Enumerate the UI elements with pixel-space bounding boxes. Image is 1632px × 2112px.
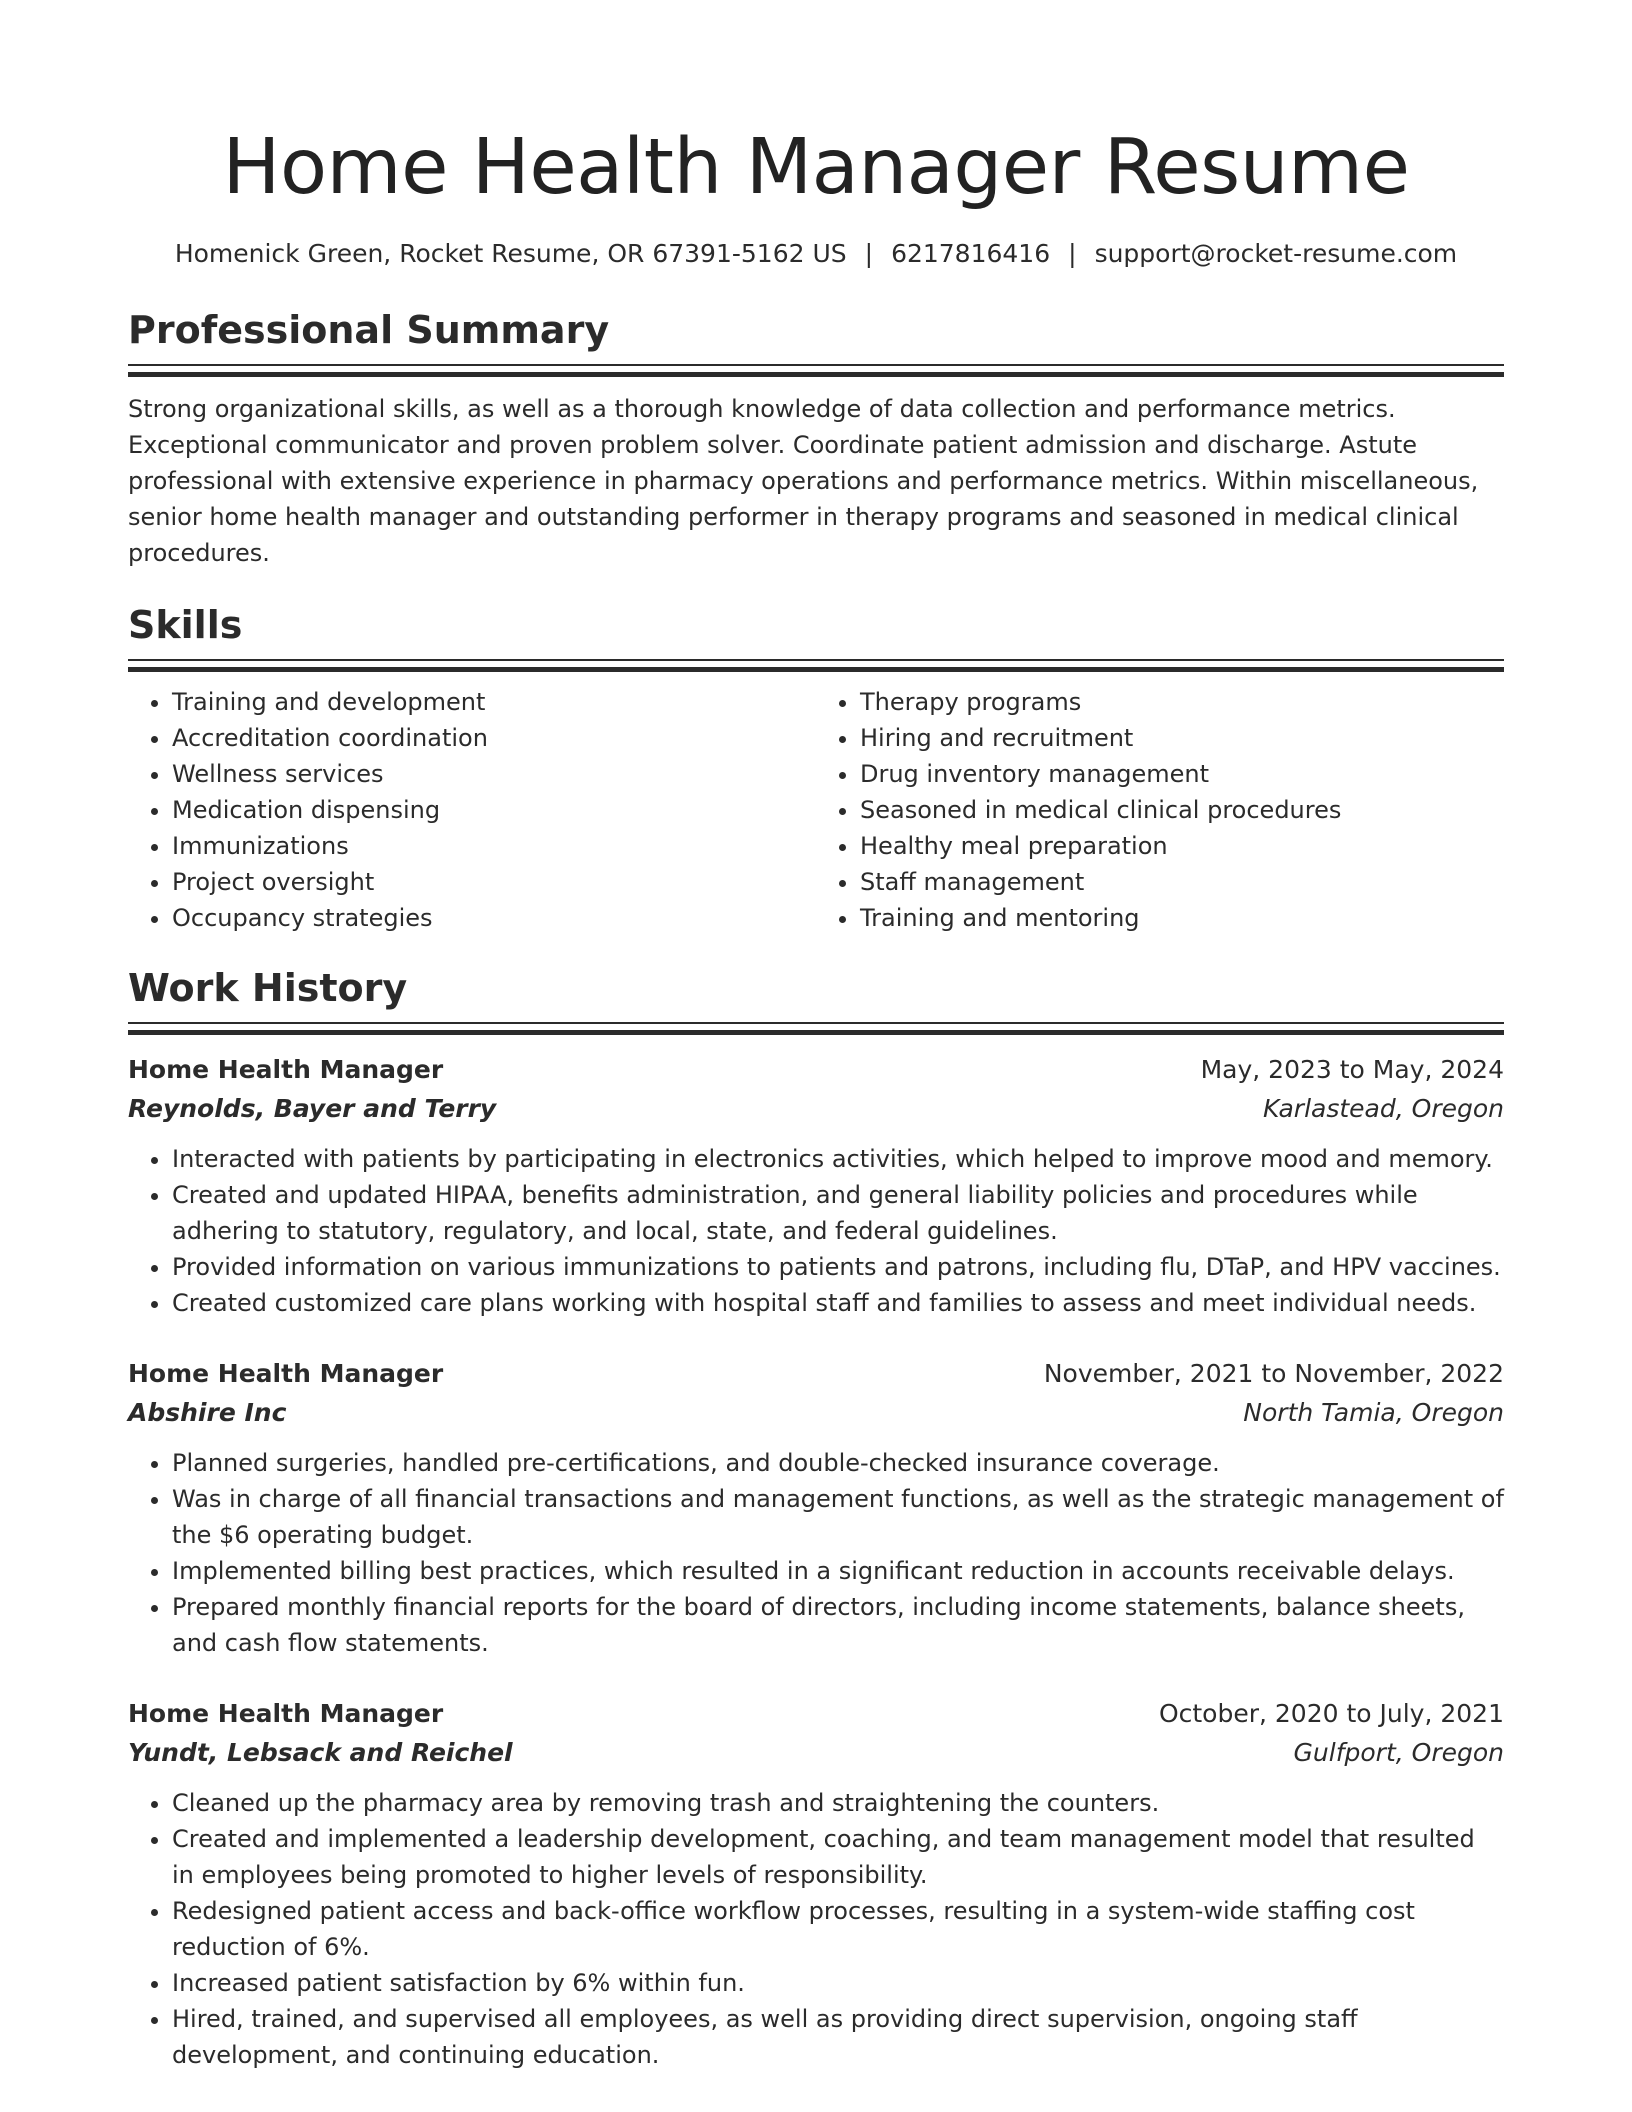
job-bullet: • Increased patient satisfaction by 6% within fun. <box>172 1965 1504 2001</box>
job-bullet: • Cleaned up the pharmacy area by removing trash and straightening the counters. <box>172 1785 1504 1821</box>
job-bullets <box>128 1785 1504 2073</box>
job-title: Home Health Manager <box>128 1055 444 1084</box>
skill-item: • Seasoned in medical clinical procedures <box>860 792 1504 828</box>
job-company: Yundt, Lebsack and Reichel <box>128 1738 513 1767</box>
skill-item: • Healthy meal preparation <box>860 828 1504 864</box>
skill-item: • Training and development <box>172 684 816 720</box>
skills-column-right <box>816 684 1504 936</box>
job-company: Abshire Inc <box>128 1398 287 1427</box>
job-location: North Tamia, Oregon <box>1243 1398 1504 1427</box>
section-divider <box>128 1022 1504 1035</box>
job-bullets <box>128 1141 1504 1321</box>
contact-separator: | <box>864 239 874 268</box>
job-location: Gulfport, Oregon <box>1293 1738 1504 1767</box>
skill-item: • Hiring and recruitment <box>860 720 1504 756</box>
job-bullet: • Redesigned patient access and back-office workflow processes, resulting in a system-wide staffing cost reduction of 6%. <box>172 1893 1504 1965</box>
contact-email: support@rocket-resume.com <box>1094 239 1458 268</box>
skills-column-left <box>128 684 816 936</box>
job-title: Home Health Manager <box>128 1699 444 1728</box>
skill-item: • Project oversight <box>172 864 816 900</box>
skill-item: • Occupancy strategies <box>172 900 816 936</box>
job-bullet: • Prepared monthly financial reports for the board of directors, including income statements, balance sheets, and cash flow statements. <box>172 1589 1504 1661</box>
job-title: Home Health Manager <box>128 1359 444 1388</box>
resume-page <box>128 0 1504 2073</box>
section-divider <box>128 364 1504 377</box>
contact-line <box>128 238 1504 270</box>
job-dates: May, 2023 to May, 2024 <box>1200 1055 1504 1084</box>
job-bullet: • Created customized care plans working with hospital staff and families to assess and meet individual needs. <box>172 1285 1504 1321</box>
skill-item: • Therapy programs <box>860 684 1504 720</box>
skill-item: • Immunizations <box>172 828 816 864</box>
contact-separator: | <box>1068 239 1077 268</box>
summary-heading: Professional Summary <box>128 308 610 352</box>
skills-list <box>128 684 1504 936</box>
contact-phone: 6217816416 <box>891 239 1051 268</box>
job-bullet: • Implemented billing best practices, which resulted in a significant reduction in accounts receivable delays. <box>172 1553 1504 1589</box>
skill-item: • Drug inventory management <box>860 756 1504 792</box>
job-bullet: • Created and updated HIPAA, benefits administration, and general liability policies and procedures while adhering to statutory, regulatory, and local, state, and federal guidelines. <box>172 1177 1504 1249</box>
summary-text: Strong organizational skills, as well as a thorough knowledge of data collection and performance metrics. Exceptional communicator and proven problem solver. Coordinate patient admission and discharge. Astute professional with extensive experience in pharmacy operations and performance metrics. Within miscellaneous, senior home health manager and outstanding performer in therapy programs and seasoned in medical clinical procedures. <box>128 395 1479 567</box>
job-bullet: • Hired, trained, and supervised all employees, as well as providing direct supervision, ongoing staff development, and continuing education. <box>172 2001 1504 2073</box>
work-history-section <box>128 964 1504 2073</box>
job-entry <box>128 1355 1504 1661</box>
section-divider <box>128 659 1504 672</box>
skills-section <box>128 601 1504 936</box>
skill-item: • Medication dispensing <box>172 792 816 828</box>
skills-heading: Skills <box>128 603 243 647</box>
job-dates: October, 2020 to July, 2021 <box>1158 1699 1504 1728</box>
job-bullet: • Planned surgeries, handled pre-certifications, and double-checked insurance coverage. <box>172 1445 1504 1481</box>
resume-title: Home Health Manager Resume <box>222 123 1410 212</box>
contact-address: Homenick Green, Rocket Resume, OR 67391-5162 US <box>174 239 847 268</box>
job-entry <box>128 1051 1504 1321</box>
job-bullets <box>128 1445 1504 1661</box>
skill-item: • Staff management <box>860 864 1504 900</box>
job-company: Reynolds, Bayer and Terry <box>128 1094 497 1123</box>
skill-item: • Wellness services <box>172 756 816 792</box>
job-bullet: • Interacted with patients by participating in electronics activities, which helped to improve mood and memory. <box>172 1141 1504 1177</box>
summary-section <box>128 306 1504 571</box>
job-entry <box>128 1695 1504 2073</box>
job-bullet: • Was in charge of all financial transactions and management functions, as well as the strategic management of the $6 operating budget. <box>172 1481 1504 1553</box>
skill-item: • Accreditation coordination <box>172 720 816 756</box>
job-bullet: • Created and implemented a leadership development, coaching, and team management model that resulted in employees being promoted to higher levels of responsibility. <box>172 1821 1504 1893</box>
work-history-heading: Work History <box>128 966 408 1010</box>
job-bullet: • Provided information on various immunizations to patients and patrons, including flu, DTaP, and HPV vaccines. <box>172 1249 1504 1285</box>
job-location: Karlastead, Oregon <box>1262 1094 1504 1123</box>
skill-item: • Training and mentoring <box>860 900 1504 936</box>
job-dates: November, 2021 to November, 2022 <box>1043 1359 1504 1388</box>
